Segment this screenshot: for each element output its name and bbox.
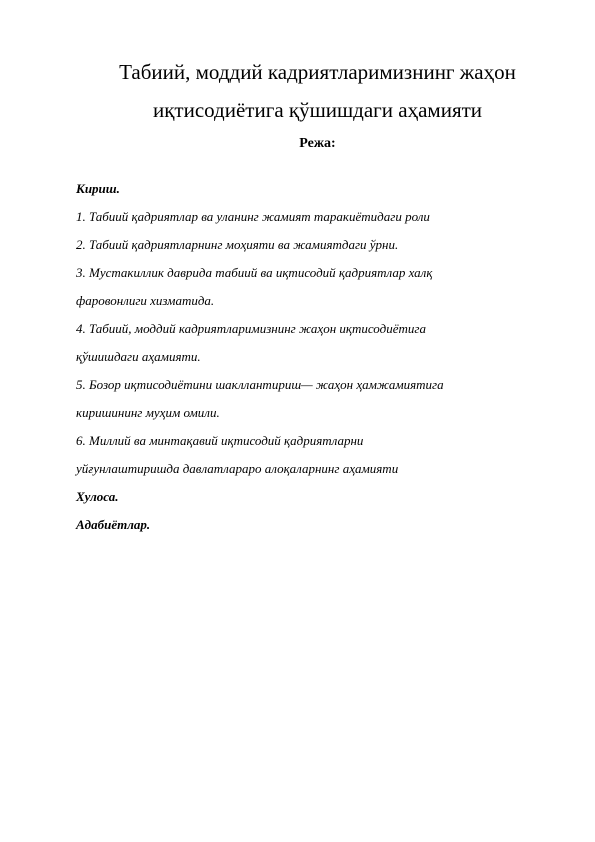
plan-heading: Режа: — [299, 136, 336, 151]
outline-item-1: 1. Табиий қадриятлар ва уланинг жамият таракиётидаги роли — [76, 209, 430, 224]
outline-item-3-cont: фаровонлиги хизматида. — [76, 293, 215, 308]
outline-item-references: Адабиётлар. — [76, 517, 151, 532]
outline-item-conclusion: Хулоса. — [76, 489, 119, 504]
outline-item-2: 2. Табиий қадриятларнинг моҳияти ва жамиятдаги ўрни. — [76, 237, 399, 252]
outline-item-5: 5. Бозор иқтисодиётини шакллантириш— жаҳон ҳамжамиятига — [76, 377, 444, 392]
outline-item-4-cont: қўшишдаги аҳамияти. — [76, 349, 201, 364]
document-title-line-2: иқтисодиётига қўшишдаги аҳамияти — [152, 98, 483, 122]
document-title-line-1: Табиий, моддий кадриятларимизнинг жаҳон — [119, 60, 516, 84]
outline-item-6: 6. Миллий ва минтақавий иқтисодий қадриятларни — [76, 433, 364, 448]
outline-item-5-cont: киришининг муҳим омили. — [76, 405, 220, 420]
outline-item-4: 4. Табиий, моддий кадриятларимизнинг жаҳон иқтисодиётига — [76, 321, 426, 336]
outline-item-3: 3. Мустакиллик даврида табиий ва иқтисодий қадриятлар халқ — [76, 265, 433, 280]
outline-item-intro: Кириш. — [76, 181, 120, 196]
outline-item-6-cont: уйғунлаштиришда давлатлараро алоқаларнинг аҳамияти — [76, 461, 399, 476]
